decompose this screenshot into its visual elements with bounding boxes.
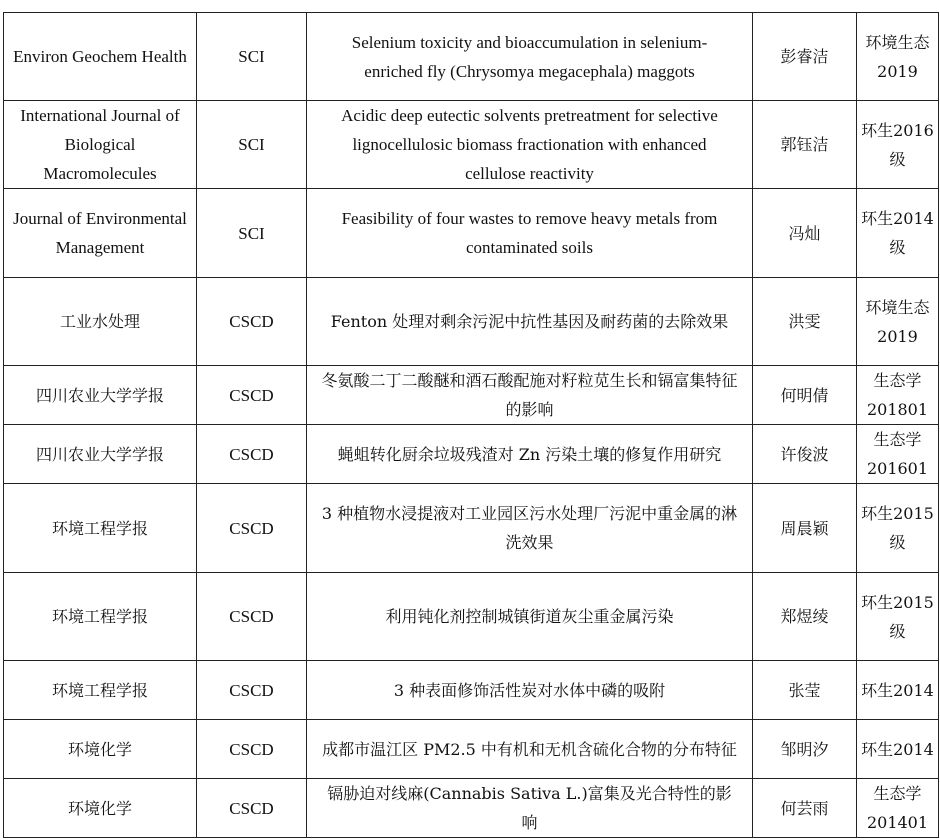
author-cell: 洪雯	[753, 278, 857, 366]
author-cell: 郭钰洁	[753, 101, 857, 189]
index-cell: CSCD	[197, 720, 307, 779]
journal-cell: Journal of Environmental Management	[4, 189, 197, 278]
table-row	[4, 484, 939, 573]
class-cell: 环生2014	[857, 661, 939, 720]
title-cell: 镉胁迫对线麻(Cannabis Sativa L.)富集及光合特性的影响	[307, 779, 753, 838]
title-cell: Feasibility of four wastes to remove heavy metals from contaminated soils	[307, 189, 753, 278]
class-cell: 环境生态2019	[857, 278, 939, 366]
index-cell: SCI	[197, 189, 307, 278]
title-cell: 冬氨酸二丁二酸醚和酒石酸配施对籽粒苋生长和镉富集特征的影响	[307, 366, 753, 425]
author-cell: 邹明汐	[753, 720, 857, 779]
journal-cell: 工业水处理	[4, 278, 197, 366]
index-cell: CSCD	[197, 661, 307, 720]
class-cell: 环生2016级	[857, 101, 939, 189]
class-cell: 生态学201601	[857, 425, 939, 484]
table-row	[4, 573, 939, 661]
index-cell: CSCD	[197, 425, 307, 484]
author-cell: 郑煜绫	[753, 573, 857, 661]
table-row	[4, 278, 939, 366]
author-cell: 彭睿洁	[753, 13, 857, 101]
journal-cell: Environ Geochem Health	[4, 13, 197, 101]
title-cell: 蝇蛆转化厨余垃圾残渣对 Zn 污染土壤的修复作用研究	[307, 425, 753, 484]
title-cell: Fenton 处理对剩余污泥中抗性基因及耐药菌的去除效果	[307, 278, 753, 366]
class-cell: 环生2015级	[857, 484, 939, 573]
author-cell: 何明倩	[753, 366, 857, 425]
class-cell: 环生2014	[857, 720, 939, 779]
author-cell: 周晨颖	[753, 484, 857, 573]
journal-cell: 环境工程学报	[4, 661, 197, 720]
title-cell: Acidic deep eutectic solvents pretreatment for selective lignocellulosic biomass fractionation with enhanced cellulose reactivity	[307, 101, 753, 189]
index-cell: CSCD	[197, 573, 307, 661]
title-cell: 3 种表面修饰活性炭对水体中磷的吸附	[307, 661, 753, 720]
table-row	[4, 779, 939, 838]
index-cell: SCI	[197, 13, 307, 101]
class-cell: 环生2014级	[857, 189, 939, 278]
author-cell: 张莹	[753, 661, 857, 720]
journal-cell: 环境化学	[4, 720, 197, 779]
index-cell: CSCD	[197, 366, 307, 425]
class-cell: 环境生态2019	[857, 13, 939, 101]
index-cell: CSCD	[197, 484, 307, 573]
table-row	[4, 720, 939, 779]
journal-cell: 环境工程学报	[4, 573, 197, 661]
journal-cell: 环境化学	[4, 779, 197, 838]
index-cell: CSCD	[197, 779, 307, 838]
class-cell: 生态学201801	[857, 366, 939, 425]
journal-cell: 四川农业大学学报	[4, 425, 197, 484]
publications-table	[3, 12, 939, 838]
title-cell: 利用钝化剂控制城镇街道灰尘重金属污染	[307, 573, 753, 661]
table-row	[4, 189, 939, 278]
index-cell: CSCD	[197, 278, 307, 366]
table-row	[4, 101, 939, 189]
table-row	[4, 366, 939, 425]
author-cell: 许俊波	[753, 425, 857, 484]
class-cell: 生态学201401	[857, 779, 939, 838]
author-cell: 冯灿	[753, 189, 857, 278]
title-cell: 成都市温江区 PM2.5 中有机和无机含硫化合物的分布特征	[307, 720, 753, 779]
title-cell: 3 种植物水浸提液对工业园区污水处理厂污泥中重金属的淋洗效果	[307, 484, 753, 573]
author-cell: 何芸雨	[753, 779, 857, 838]
table-row	[4, 13, 939, 101]
table-row	[4, 425, 939, 484]
journal-cell: International Journal of Biological Macromolecules	[4, 101, 197, 189]
index-cell: SCI	[197, 101, 307, 189]
class-cell: 环生2015级	[857, 573, 939, 661]
journal-cell: 环境工程学报	[4, 484, 197, 573]
journal-cell: 四川农业大学学报	[4, 366, 197, 425]
title-cell: Selenium toxicity and bioaccumulation in selenium- enriched fly (Chrysomya megacephala) maggots	[307, 13, 753, 101]
table-row	[4, 661, 939, 720]
